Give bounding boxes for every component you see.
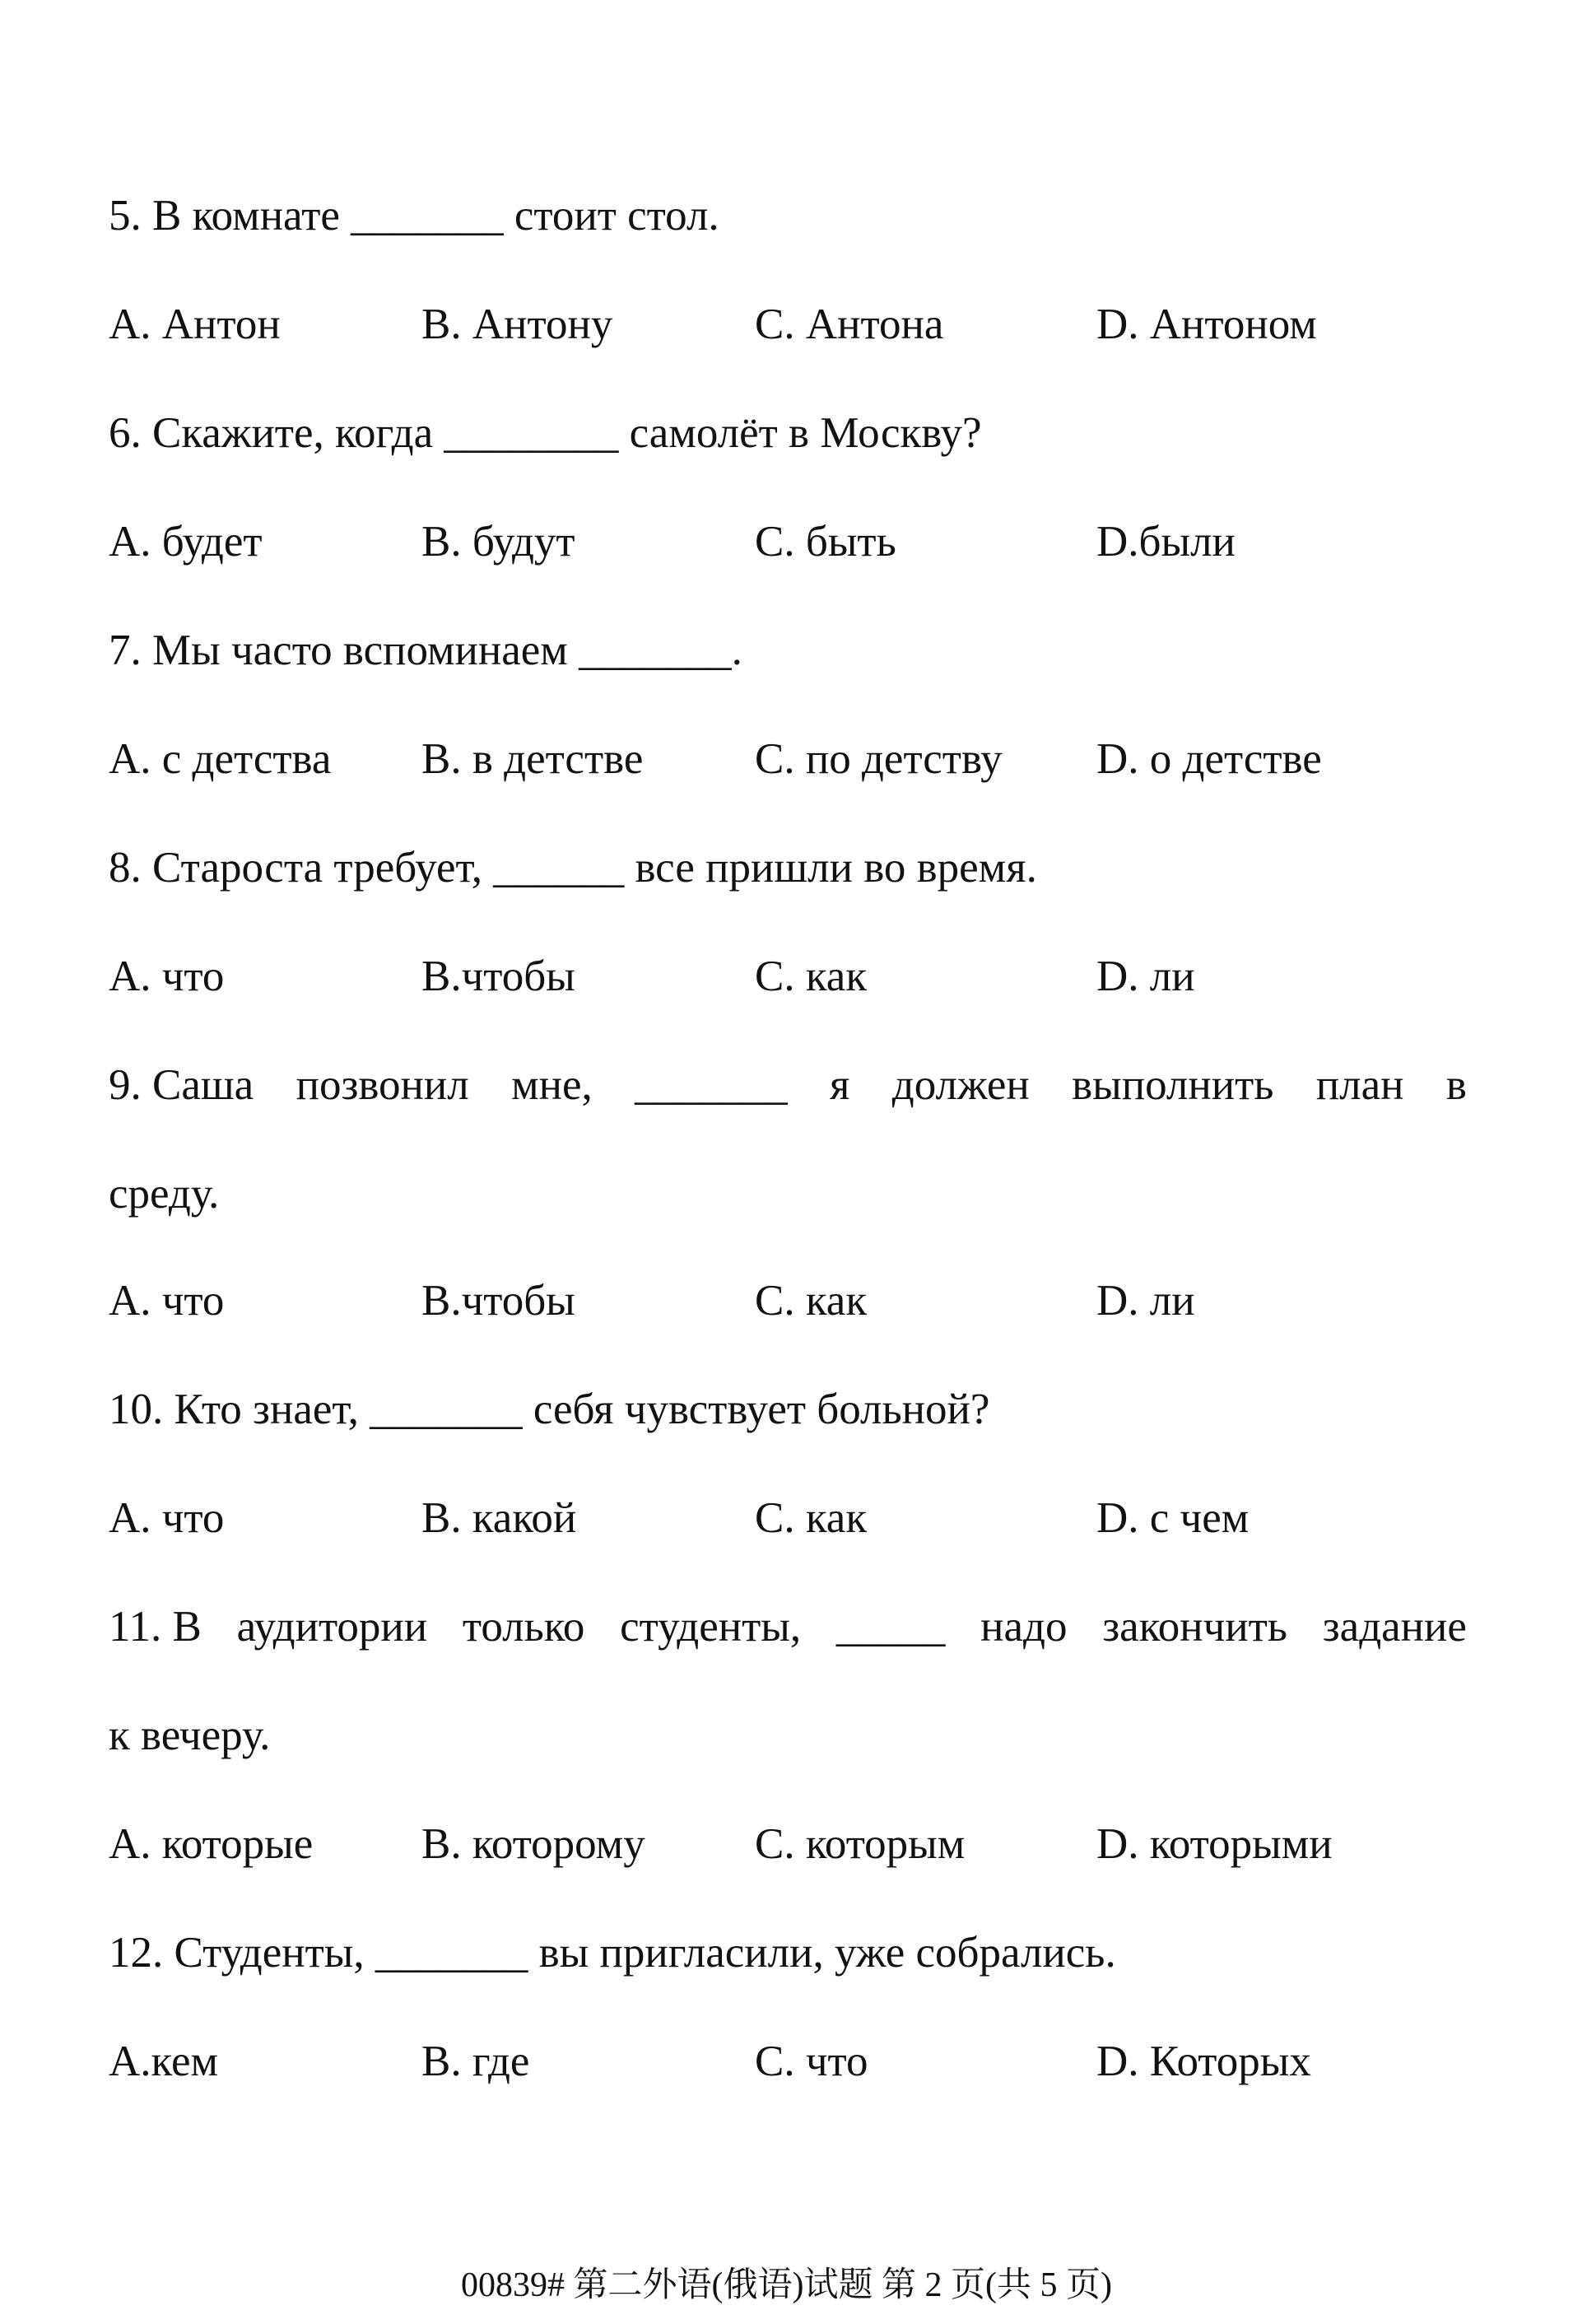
options-12 xyxy=(109,2035,1467,2088)
option-a: A. которые xyxy=(109,1820,314,1868)
option-a: A. что xyxy=(109,1494,225,1542)
question-11 xyxy=(109,1600,1467,1653)
option-d: D. ли xyxy=(1096,952,1195,1000)
question-8: 8. Староста требует, ______ все пришли во время. xyxy=(109,844,1037,892)
option-b: B.чтобы xyxy=(421,1277,575,1325)
question-5: 5. В комнате _______ стоит стол. xyxy=(109,192,719,240)
option-c: C. как xyxy=(755,952,868,1000)
option-c: C. Антона xyxy=(755,300,944,348)
option-d: D. ли xyxy=(1096,1277,1195,1325)
question-11-continuation: к вечеру. xyxy=(109,1712,271,1759)
option-b: B. какой xyxy=(421,1494,577,1542)
option-c: C. которым xyxy=(755,1820,966,1868)
option-a: A. будет xyxy=(109,518,263,566)
question-9-word: мне, xyxy=(511,1061,593,1109)
question-9-word: выполнить xyxy=(1072,1061,1274,1109)
option-b: B. Антону xyxy=(421,300,613,348)
question-9-word: я xyxy=(829,1061,850,1109)
option-d: D. Которых xyxy=(1096,2038,1311,2085)
option-a: A.кем xyxy=(109,2038,219,2085)
question-6: 6. Скажите, когда ________ самолёт в Москву? xyxy=(109,409,982,457)
options-6 xyxy=(109,515,1467,568)
question-9 xyxy=(109,1059,1467,1111)
option-d: D. Антоном xyxy=(1096,300,1317,348)
option-d: D. о детстве xyxy=(1096,735,1322,783)
question-9-word: 9. Саша xyxy=(109,1061,254,1109)
option-d: D. с чем xyxy=(1096,1494,1250,1542)
question-9-word: позвонил xyxy=(296,1061,469,1109)
question-11-word: закончить xyxy=(1102,1603,1287,1651)
question-11-word: 11. В xyxy=(109,1603,202,1651)
options-7 xyxy=(109,733,1467,785)
question-9-word: должен xyxy=(891,1061,1030,1109)
option-b: B. которому xyxy=(421,1820,645,1868)
question-9-blank: _______ xyxy=(635,1061,788,1109)
question-11-word: студенты, xyxy=(620,1603,802,1651)
question-10: 10. Кто знает, _______ себя чувствует больной? xyxy=(109,1386,990,1433)
option-b: B. в детстве xyxy=(421,735,644,783)
option-d: D. которыми xyxy=(1096,1820,1333,1868)
question-11-blank: _____ xyxy=(835,1603,946,1651)
question-9-continuation: среду. xyxy=(109,1170,220,1218)
option-a: A. что xyxy=(109,1277,225,1325)
question-9-word: в xyxy=(1445,1061,1467,1109)
options-5 xyxy=(109,298,1467,351)
question-12: 12. Студенты, _______ вы пригласили, уже собрались. xyxy=(109,1929,1116,1977)
option-a: A. Антон xyxy=(109,300,281,348)
page-footer: 00839# 第二外语(俄语)试题 第 2 页(共 5 页) xyxy=(461,2266,1112,2304)
option-c: C. как xyxy=(755,1277,868,1325)
option-a: A. с детства xyxy=(109,735,332,783)
option-c: C. что xyxy=(755,2038,868,2085)
option-c: C. как xyxy=(755,1494,868,1542)
options-8 xyxy=(109,950,1467,1003)
option-a: A. что xyxy=(109,952,225,1000)
question-11-word: задание xyxy=(1322,1603,1467,1651)
option-b: B. где xyxy=(421,2038,530,2085)
option-c: C. быть xyxy=(755,518,896,566)
options-10 xyxy=(109,1492,1467,1544)
option-d: D.были xyxy=(1096,518,1236,566)
option-c: C. по детству xyxy=(755,735,1003,783)
question-11-word: только xyxy=(462,1603,585,1651)
option-b: B. будут xyxy=(421,518,575,566)
question-7: 7. Мы часто вспоминаем _______. xyxy=(109,626,742,674)
options-9 xyxy=(109,1274,1467,1327)
question-9-word: план xyxy=(1315,1061,1404,1109)
question-11-word: аудитории xyxy=(236,1603,428,1651)
options-11 xyxy=(109,1818,1467,1870)
question-11-word: надо xyxy=(980,1603,1068,1651)
option-b: B.чтобы xyxy=(421,952,575,1000)
